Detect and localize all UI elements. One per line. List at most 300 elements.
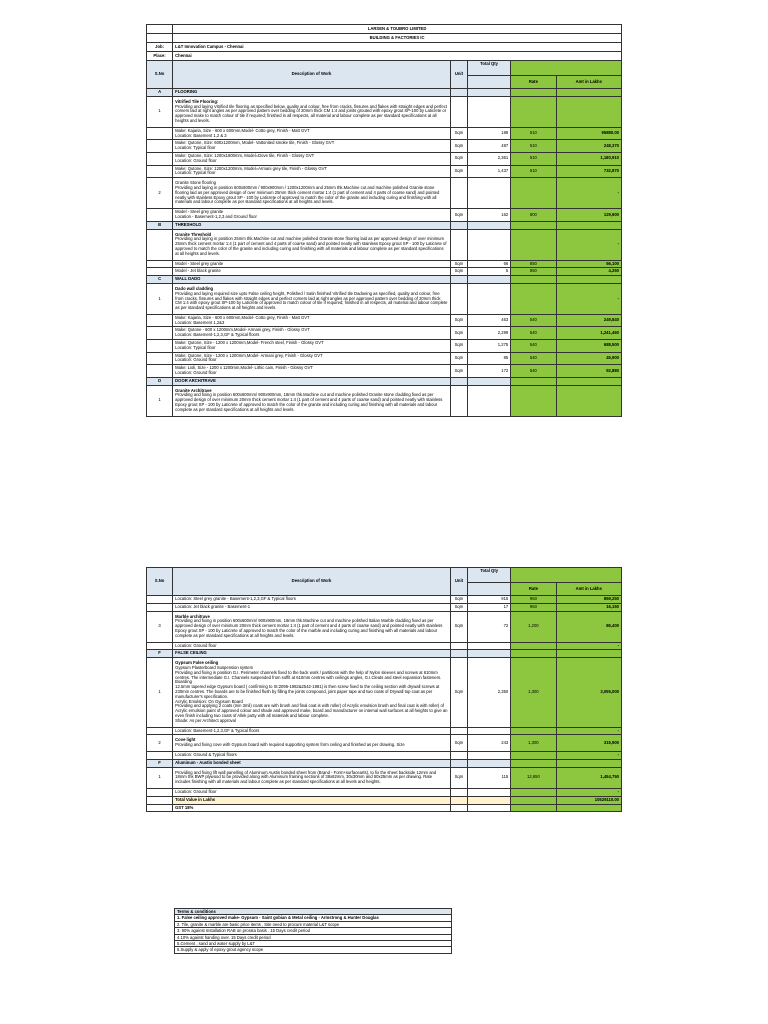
item-unit: Sqm xyxy=(450,767,467,788)
section-cell-qty xyxy=(467,377,510,385)
item-qty: 72 xyxy=(468,611,511,642)
item-description xyxy=(173,611,451,642)
table-row xyxy=(147,283,622,314)
item-text: Providing and fixing cove with Gypsum board with required supporting system form ceiling and finished as per drawing. Size xyxy=(175,742,405,748)
item-text: Gypsum Plasterboard Suspension system Providing and fixing in position G.I. Perimeter channels fixed to the back work / partitions with the help of Nylon sleeves and screws at 610mm centres. The intermediate G.I. Channels suspended from soffit at 610mm centres with ceilings angles, G.I.Cleats and steel expansion fasteners. Boarding 12.5mm tapered edge Gypsum board ( confirming to IS:2095-1982&2542-1981) is then screw fixed to the ceiling section with drywall screws at 230mm centres. The boards are to be finished flush by filling the joints compound, joint paper tape and two coats of Drywall top coat as per manufacturer's specification. Acrylic Emulsion: On Gypsum Board Providing and applying 2 coats (min 3mil) coats are with brush and final coat is with roller) of Acrylic emulsion brush and final coat is with roller) of Acrylic emulsion paint of approved colour and shade and approved make, board and manufacturer on internal wall surfaces at all heights to give an even finish including two coats of Allek putty with all materials and labour complete. Shade: As per Architect approval xyxy=(175,664,448,723)
item-text: Make: Qutone, Size: 1200x1200mm, Model=Armani grey tile, Finish - Glossy GVT Location: Typical floor xyxy=(175,165,328,176)
item-qty: 487 xyxy=(467,140,510,153)
item-unit: Sqm xyxy=(450,260,467,268)
item-sno: 3 xyxy=(147,611,173,642)
col-amt-header: Amt in Lakhs xyxy=(556,76,621,89)
table-row xyxy=(147,268,622,276)
item-qty xyxy=(467,96,510,127)
item-sno xyxy=(147,327,173,340)
section-cell-amt xyxy=(556,650,621,658)
item-text: Make: Qutone, Size - 1200 x 1200mm,Model- French steel, Finish - Glossy GVT Location: Typical floor xyxy=(175,340,324,350)
item-amount: 249,840 xyxy=(556,314,621,327)
item-description xyxy=(173,727,451,735)
rate-group-header xyxy=(511,61,622,76)
table-row xyxy=(147,650,622,658)
item-amount: 315,900 xyxy=(556,735,621,752)
table-row xyxy=(147,260,622,268)
section-cell-amt xyxy=(556,221,621,229)
item-text: Model - Steel grey granite xyxy=(175,260,224,266)
item-rate: 540 xyxy=(511,352,556,365)
terms-item: 2. Tile, granite & marble are basic price items , Site need to procure material L&T scope xyxy=(175,921,452,927)
item-text: Model - Steel grey granite Location - Basement-1,2,3 and Ground floor xyxy=(175,209,257,219)
item-sno xyxy=(147,152,173,165)
section-code: F xyxy=(147,650,173,658)
section-title: THRESHOLD xyxy=(173,221,451,229)
item-sno xyxy=(147,596,173,604)
item-qty xyxy=(467,283,510,314)
section-cell-unit xyxy=(450,759,467,767)
table-row xyxy=(147,340,622,353)
item-description xyxy=(173,385,451,416)
terms-item: 4.10% against handing over. 15 Days credit period xyxy=(175,934,452,940)
item-amount xyxy=(556,96,621,127)
section-title: FALSE CEILING xyxy=(173,650,451,658)
item-qty xyxy=(467,385,510,416)
place-label: Place: xyxy=(147,52,173,61)
item-text: Make: Qutone, Size: 1200x1800mm, Model=Dove tile, Finish - Glossy GVT Location: Ground floor xyxy=(175,152,315,163)
item-sno: 1 xyxy=(147,385,173,416)
item-rate: 540 xyxy=(511,327,556,340)
section-code: C xyxy=(147,276,173,284)
item-rate xyxy=(511,283,556,314)
item-text: Make: Lioli, Size - 1200 x 1200mm,Model- Lithic cain, Finish - Glossy GVT Location: Ground floor xyxy=(175,365,313,376)
item-text: GST 18% xyxy=(175,804,194,810)
section-code: B xyxy=(147,221,173,229)
table-row xyxy=(147,788,622,796)
boq-table-1 xyxy=(146,24,622,417)
item-unit xyxy=(450,804,467,812)
item-text: Providing and laying Vitrified tile flooring as specified below, quality and colour, free from cracks, fissures and flakes with straight edges and perfect corners laid at right angles as per approved pattern over bedding of 20mm thick CM 1:4 and joints grouted with epoxy grout SP-100 by Laticrete or approved make to match colour of tile if required; finished in all respects, all material and labour complete as per standard specifications at all heights and levels. xyxy=(175,103,447,123)
table-row xyxy=(147,735,622,752)
table-row xyxy=(147,642,622,650)
item-text: Location: Ground floor xyxy=(175,642,217,648)
item-sno xyxy=(147,268,173,276)
item-qty: 17 xyxy=(468,603,511,611)
section-cell-unit xyxy=(450,276,467,284)
item-amount: 732,870 xyxy=(556,165,621,178)
section-code: F xyxy=(147,759,173,767)
item-unit: Sqm xyxy=(450,140,467,153)
item-unit xyxy=(450,796,467,804)
item-text: Location: Ground & Typical floors xyxy=(175,751,237,757)
terms-table xyxy=(174,908,452,954)
item-unit: Sqm xyxy=(450,352,467,365)
item-text: Location: Basement-1,2,3,GF & Typical floors xyxy=(175,727,260,733)
section-cell-qty xyxy=(467,221,510,229)
table-row xyxy=(147,352,622,365)
item-sno xyxy=(147,229,173,260)
table-row xyxy=(147,89,622,97)
col-unit-header: Unit xyxy=(450,61,467,89)
item-text: Location: Steel grey granite - Basement-1,2,3,GF & Typical floors xyxy=(175,596,296,601)
terms-row xyxy=(175,947,452,953)
item-unit: Sqm xyxy=(450,365,467,378)
ic-title: BUILDING & FACTORIES IC xyxy=(173,34,622,43)
section-title: FLOORING xyxy=(173,89,451,97)
item-amount: - xyxy=(556,229,621,260)
item-description xyxy=(173,268,451,276)
item-amount: 248,370 xyxy=(556,140,621,153)
table-row xyxy=(147,314,622,327)
item-text: Providing and fixing in position 600x600mm/ 900x900mm, 18mm thk.Machine cut and machine polished Granite stone cladding fixed as per approved design of over minimum 20mm thick cement mortar 1:4 (1 part of cement and 4 parts of coarse sand) and pointed neatly with stainless Epoxy grout SP - 100 by Laticrete of approved to match the color of the granite and including curing and finishing with all materials and labour complete as per standard specifications at all heights and levels. xyxy=(175,392,443,412)
table-row xyxy=(147,165,622,178)
item-qty: 2,299 xyxy=(467,327,510,340)
item-description xyxy=(173,658,451,727)
item-text: Make: Qutone - 600 x 1200mm,Model- Armani grey, Finish - Glossy GVT Location: Basement-1,2,3,GF & Typical floors xyxy=(175,327,310,338)
table-row xyxy=(147,127,622,140)
item-amount: - xyxy=(556,751,621,759)
item-unit xyxy=(450,788,467,796)
item-text: Make: Kajaria, Size - 600 x 600mm,Model- Cotto grey, Finish - Matt GVT Location: Basement 1,2 & 3 xyxy=(175,127,310,138)
item-description xyxy=(173,735,451,752)
item-rate: 540 xyxy=(511,365,556,378)
item-amount: - xyxy=(556,788,621,796)
item-unit: Sqm xyxy=(450,152,467,165)
table-row xyxy=(147,796,622,804)
section-cell-unit xyxy=(450,377,467,385)
item-text: Location: Jet black granite - Basement-1 xyxy=(175,603,251,609)
item-text: Make: Kajaria, Size - 600 x 600mm,Model- Cotto grey, Finish - Matt GVT Location: Basement 1,2&3 xyxy=(175,314,310,325)
item-qty xyxy=(467,178,510,209)
item-sno xyxy=(147,603,173,611)
item-qty xyxy=(468,788,511,796)
item-description xyxy=(173,314,451,327)
item-text: Providing and fixing in position 600x600mm/ 900x900mm, 18mm thk.Machine cut and machine polished Italian Marble cladding fixed as per approved design of over minimum 20mm thick cement mortar 1:4 (1 part of cement and 4 parts of coarse sand) and pointed neatly with stainless Epoxy grout SP - 100 by Laticrete of approved to match the color of the marble and including curing and finishing with all materials and labour complete as per standard specifications at all heights and levels. xyxy=(175,618,443,638)
item-qty: 5 xyxy=(467,268,510,276)
col-sno-header: S.No xyxy=(147,61,173,89)
table-row xyxy=(147,276,622,284)
item-sno xyxy=(147,314,173,327)
item-description xyxy=(173,767,451,788)
item-rate xyxy=(511,642,556,650)
item-qty: 172 xyxy=(467,365,510,378)
item-unit: Sqm xyxy=(450,603,467,611)
section-cell-qty xyxy=(468,759,511,767)
item-qty xyxy=(468,804,511,812)
item-sno xyxy=(147,365,173,378)
terms-heading: Terms & conditions xyxy=(175,909,452,915)
col-rate-header-2: Rate xyxy=(511,583,556,596)
item-sno xyxy=(147,260,173,268)
item-amount: 129,600 xyxy=(556,209,621,222)
item-sno: 2 xyxy=(147,178,173,209)
item-text: Granite Stone flooring Providing and laying in position 600x600mm / 900x900mm / 1200x1200mm and 25mm thk.Machine cut and machine polished Granite stone flooring laid as per approved design of over minimum 25mm thick cement mortar 1:4 (1 part of cement and 4 parts of coarse sand) and pointed neatly with stainless Epoxy grout SP - 100 by Laticrete of approved to match the color of the granite and including curing and finishing with all materials and labour complete as per standard specifications at all heights and levels. xyxy=(175,180,440,205)
col-rate-header: Rate xyxy=(511,76,556,89)
place-value: Chennai xyxy=(173,52,622,61)
item-amount xyxy=(556,385,621,416)
item-amount: 10529110.00 xyxy=(556,796,621,804)
item-rate: 540 xyxy=(511,314,556,327)
section-cell-rate xyxy=(511,89,556,97)
item-rate xyxy=(511,229,556,260)
item-amount: 56,100 xyxy=(556,260,621,268)
item-sno: 2 xyxy=(147,735,173,752)
item-sno xyxy=(147,209,173,222)
item-rate: 12,650 xyxy=(511,767,556,788)
col-qty-header-2: Total Qty xyxy=(468,568,511,583)
item-qty: 1,437 xyxy=(467,165,510,178)
item-description xyxy=(173,283,451,314)
section-code: A xyxy=(147,89,173,97)
item-amount: 4,250 xyxy=(556,268,621,276)
item-description xyxy=(173,96,451,127)
boq-page-2 xyxy=(146,567,622,812)
section-cell-qty xyxy=(467,89,510,97)
item-amount: 869,250 xyxy=(556,596,621,604)
item-unit: Sqm xyxy=(450,127,467,140)
rate-group-header-2 xyxy=(511,568,622,583)
item-rate xyxy=(511,796,556,804)
item-amount: 3,055,000 xyxy=(556,658,621,727)
item-description xyxy=(173,340,451,353)
item-unit: Sqm xyxy=(450,340,467,353)
item-description xyxy=(173,165,451,178)
item-amount: 1,454,750 xyxy=(556,767,621,788)
item-description xyxy=(173,260,451,268)
section-cell-qty xyxy=(468,650,511,658)
item-unit: Sqm xyxy=(450,268,467,276)
section-cell-unit xyxy=(450,650,467,658)
table-row xyxy=(147,140,622,153)
item-qty: 243 xyxy=(468,735,511,752)
col-desc-header-2: Description of Work xyxy=(173,568,451,596)
item-description xyxy=(173,788,451,796)
table-row xyxy=(147,767,622,788)
item-rate: 950 xyxy=(511,596,556,604)
item-unit xyxy=(450,178,467,209)
item-description xyxy=(173,352,451,365)
item-rate: 850 xyxy=(511,268,556,276)
section-cell-amt xyxy=(556,276,621,284)
item-unit: Sqm xyxy=(450,327,467,340)
table-row xyxy=(147,178,622,209)
item-amount: 1,241,460 xyxy=(556,327,621,340)
item-amount xyxy=(556,804,621,812)
item-qty xyxy=(468,642,511,650)
item-text: Make: Qutone, Size - 1200 x 1200mm,Model- Armani grey, Finish - Glossy GVT Location: Ground floor xyxy=(175,352,323,363)
item-rate xyxy=(511,178,556,209)
item-qty xyxy=(468,751,511,759)
company-title: LARSEN & TOUBRO LIMITED xyxy=(173,25,622,34)
table-row xyxy=(147,229,622,260)
item-rate: 800 xyxy=(511,209,556,222)
item-rate: 540 xyxy=(511,340,556,353)
item-sno xyxy=(147,352,173,365)
item-amount: - xyxy=(556,178,621,209)
section-cell-rate xyxy=(511,221,556,229)
item-amount: 45,900 xyxy=(556,352,621,365)
item-sno xyxy=(147,140,173,153)
item-qty: 85 xyxy=(467,352,510,365)
item-qty: 115 xyxy=(468,767,511,788)
item-rate xyxy=(511,727,556,735)
item-sno: 1 xyxy=(147,658,173,727)
item-amount: - xyxy=(556,283,621,314)
item-unit: Sqm xyxy=(450,611,467,642)
table-row xyxy=(147,152,622,165)
item-rate: 510 xyxy=(511,152,556,165)
item-description xyxy=(173,804,451,812)
item-qty: 2,361 xyxy=(467,152,510,165)
item-title: Marble architrave xyxy=(175,613,210,619)
terms-and-conditions xyxy=(174,908,452,954)
item-unit: Sqm xyxy=(450,658,467,727)
item-amount: 688,500 xyxy=(556,340,621,353)
item-amount: - xyxy=(556,642,621,650)
item-description xyxy=(173,209,451,222)
table-row xyxy=(147,221,622,229)
item-amount: 95880.00 xyxy=(556,127,621,140)
item-amount: 86,400 xyxy=(556,611,621,642)
col-unit-header-2: Unit xyxy=(450,568,467,596)
col-qty-subheader-2 xyxy=(468,583,511,596)
item-text: Providing and laying in position 25mm thk.Machine cut and machine polished Granite stone flooring laid as per approved design of over minimum 25mm thick cement mortar 1:4 (1 part of cement and 4 parts of coarse sand) and pointed neatly with stainless Epoxy grout SP - 100 by Laticrete of approved to match the color of the granite and including curing and finishing with all materials and labour complete as per standard specifications at all heights and levels. xyxy=(175,236,447,256)
item-unit: Sqm xyxy=(450,314,467,327)
table-row xyxy=(147,377,622,385)
item-unit: Sqm xyxy=(450,165,467,178)
item-unit: Sqm xyxy=(450,209,467,222)
item-qty xyxy=(467,229,510,260)
item-title: Cove light xyxy=(175,737,196,743)
boq-table-2 xyxy=(146,567,622,812)
item-rate xyxy=(511,804,556,812)
item-sno xyxy=(147,727,173,735)
item-text: Providing and laying required size upto False ceiling height, Polished / Satin finished Vitrified tile Dadoeing as specified, quality and colour, free from cracks, fissures and flakes with straight edges and perfect corners laid at right angles as per approved pattern over bedding of 20mm thick CM 1:4 with epoxy grout SP-100 by Laticrete of approved to match colour of tile if required; finished in all respects, all material and labour complete as per standard specifications at all heights and levels. xyxy=(175,290,448,311)
table-row xyxy=(147,327,622,340)
item-title: Dado wall cladding xyxy=(175,285,214,291)
section-cell-amt xyxy=(556,377,621,385)
boq-page-1 xyxy=(146,24,622,417)
table-row xyxy=(147,658,622,727)
item-sno xyxy=(147,165,173,178)
item-rate xyxy=(511,788,556,796)
item-qty: 2,350 xyxy=(468,658,511,727)
item-text: Total Value in Lakhs xyxy=(175,796,216,802)
item-unit xyxy=(450,385,467,416)
item-description xyxy=(173,751,451,759)
item-sno xyxy=(147,127,173,140)
table-row xyxy=(147,603,622,611)
item-qty: 162 xyxy=(467,209,510,222)
section-cell-rate xyxy=(511,650,556,658)
item-text: Location: Ground floor xyxy=(175,788,217,794)
item-qty: 66 xyxy=(467,260,510,268)
item-description xyxy=(173,178,451,209)
table-row xyxy=(147,209,622,222)
item-unit xyxy=(450,642,467,650)
item-rate: 510 xyxy=(511,127,556,140)
item-title: Granite Threshold xyxy=(175,231,212,237)
item-text: Model - Jet black granite xyxy=(175,268,221,274)
item-rate xyxy=(511,96,556,127)
item-description xyxy=(173,796,451,804)
item-rate xyxy=(511,751,556,759)
item-title: Granite Architrave xyxy=(175,387,212,393)
item-description xyxy=(173,642,451,650)
table-row xyxy=(147,596,622,604)
col-qty-subheader xyxy=(467,76,510,89)
item-text: Make: Qutone, Size: 600x1200mm, Model- Vattonited smoke tile, Finish - Glossy GVT Location: Typical floor xyxy=(175,140,335,151)
section-cell-amt xyxy=(556,759,621,767)
item-description xyxy=(173,596,451,604)
item-title: Vitrified Tile Flooring: xyxy=(175,98,219,104)
table-row xyxy=(147,96,622,127)
item-sno xyxy=(147,340,173,353)
table-row xyxy=(147,751,622,759)
terms-item: 6.Supply & apply of epoxy grout agency scope xyxy=(175,947,452,953)
item-description xyxy=(173,603,451,611)
col-desc-header: Description of Work xyxy=(173,61,451,89)
section-cell-qty xyxy=(467,276,510,284)
table-row xyxy=(147,759,622,767)
item-qty: 915 xyxy=(468,596,511,604)
section-cell-rate xyxy=(511,759,556,767)
table-row xyxy=(147,611,622,642)
section-cell-unit xyxy=(450,221,467,229)
item-unit xyxy=(450,283,467,314)
item-unit xyxy=(450,727,467,735)
terms-item: 5.Cement , sand and water supply by L&T xyxy=(175,941,452,947)
item-description xyxy=(173,127,451,140)
section-cell-unit xyxy=(450,89,467,97)
item-amount: 16,150 xyxy=(556,603,621,611)
item-sno xyxy=(147,751,173,759)
item-sno xyxy=(147,642,173,650)
job-value: L&T Innovation Campus - Chennai xyxy=(173,43,622,52)
table-row xyxy=(147,385,622,416)
item-title: Gypsum False ceiling xyxy=(175,660,219,666)
item-rate: 1,300 xyxy=(511,735,556,752)
item-unit: Sqm xyxy=(450,596,467,604)
col-qty-header: Total Qty xyxy=(467,61,510,76)
item-description xyxy=(173,229,451,260)
section-cell-rate xyxy=(511,377,556,385)
item-qty: 188 xyxy=(467,127,510,140)
table-row xyxy=(147,804,622,812)
item-rate: 950 xyxy=(511,603,556,611)
item-amount: 92,880 xyxy=(556,365,621,378)
item-sno xyxy=(147,804,173,812)
item-description xyxy=(173,327,451,340)
terms-item: 3. 90% against Installation RAB on prorata basis . 15 Days credit period xyxy=(175,928,452,934)
col-sno-header-2: S.No xyxy=(147,568,173,596)
item-description xyxy=(173,140,451,153)
item-rate: 1,300 xyxy=(511,658,556,727)
item-description xyxy=(173,152,451,165)
item-sno xyxy=(147,788,173,796)
item-unit xyxy=(450,96,467,127)
table-row xyxy=(147,365,622,378)
item-amount: 1,180,910 xyxy=(556,152,621,165)
item-sno: 1 xyxy=(147,283,173,314)
terms-item: 1. False ceiling approved make- Gypsum - Saint gobian & Metal ceiling - Armstrong & Hunter Douglas xyxy=(175,915,452,921)
item-sno: 1 xyxy=(147,767,173,788)
section-code: D xyxy=(147,377,173,385)
item-sno: 1 xyxy=(147,96,173,127)
item-qty xyxy=(468,796,511,804)
job-label: Job: xyxy=(147,43,173,52)
col-amt-header-2: Amt in Lakhs xyxy=(556,583,621,596)
item-description xyxy=(173,365,451,378)
section-cell-rate xyxy=(511,276,556,284)
item-rate: 510 xyxy=(511,165,556,178)
item-sno xyxy=(147,796,173,804)
